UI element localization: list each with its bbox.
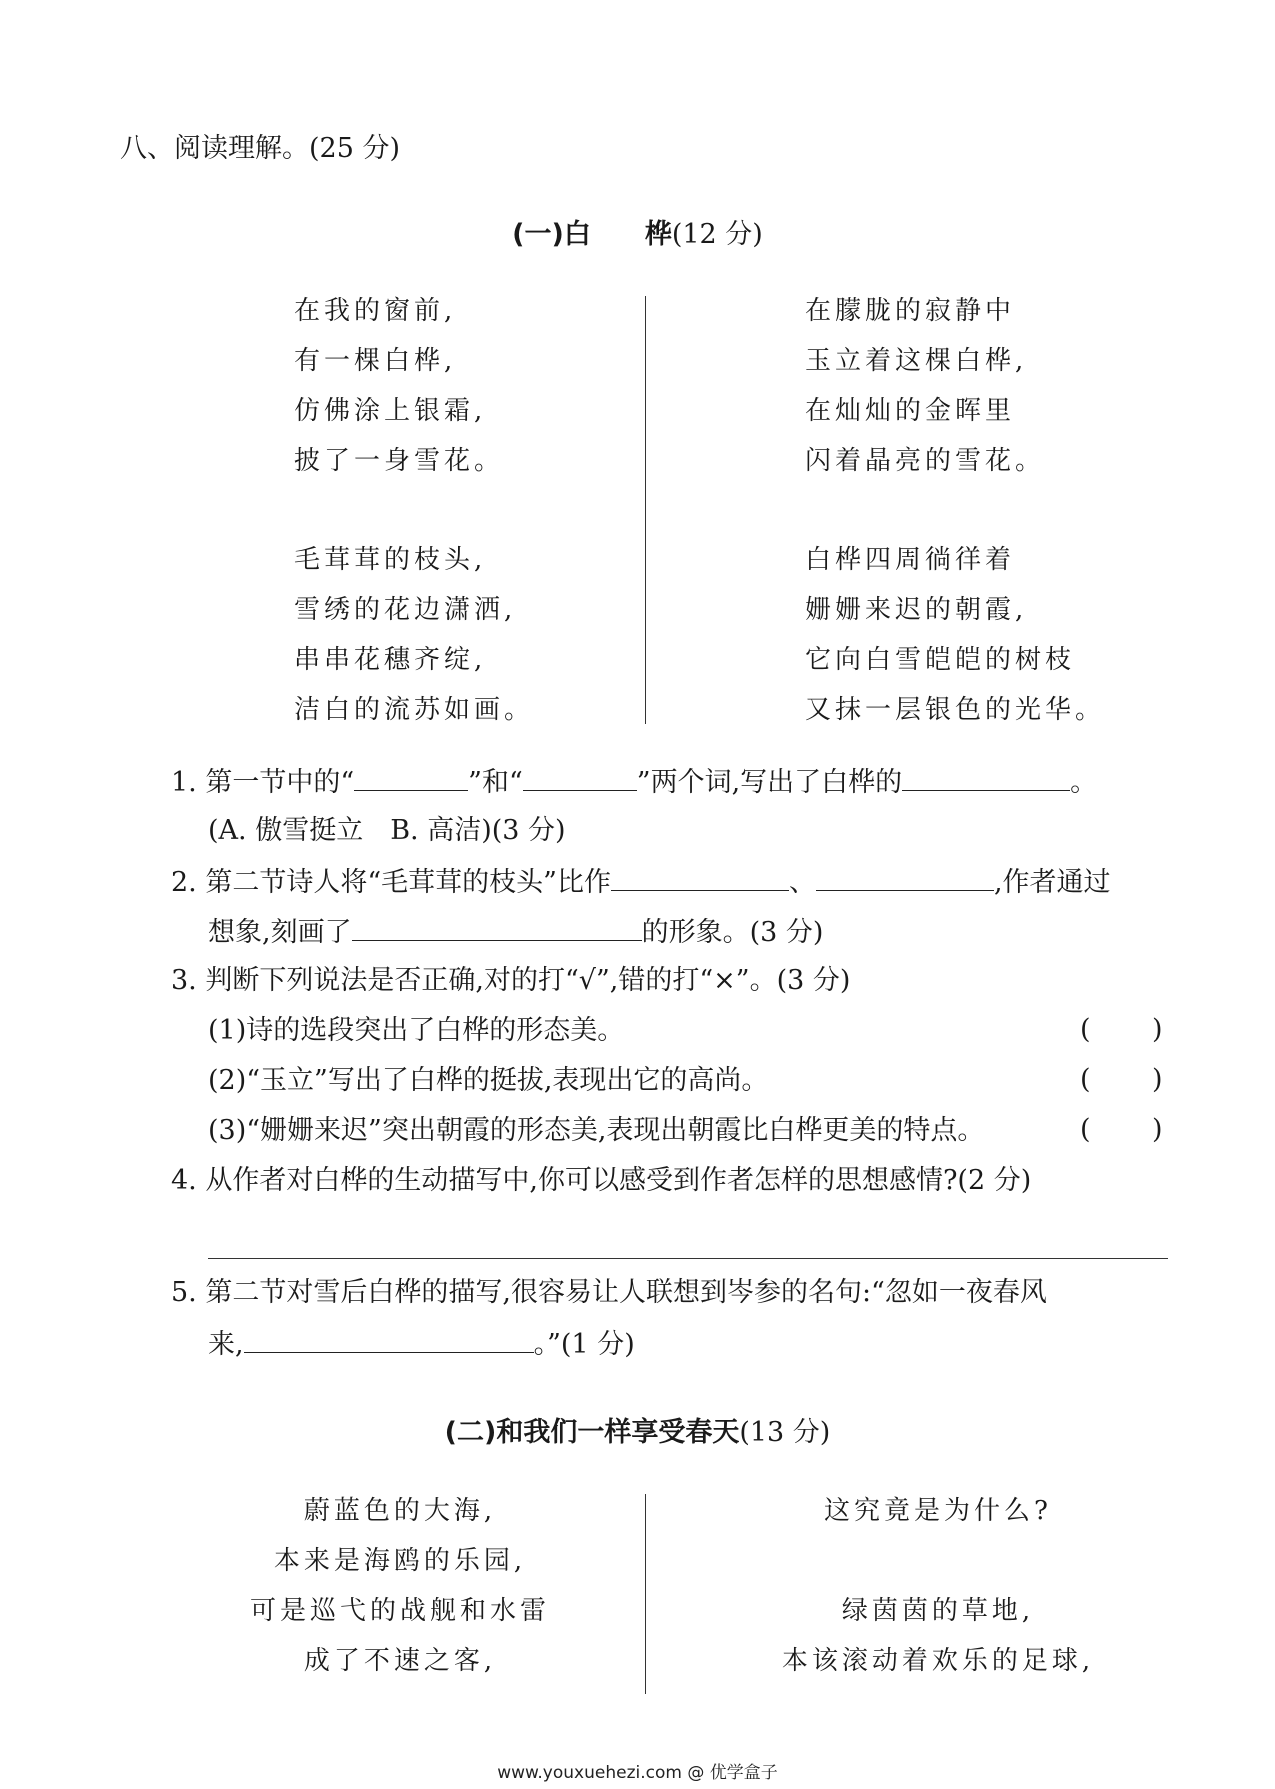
q2-text: 想象,刻画了 [208,917,352,948]
q1-blank-3[interactable] [902,766,1070,791]
q3-number: 3. [171,965,197,996]
question-4 [171,1166,1031,1196]
q3-item-2: (2)“玉立”写出了白桦的挺拔,表现出它的高尚。 [208,1065,769,1096]
q1-number: 1. [171,767,197,798]
part1-title-text: (一)白 桦 [512,219,672,250]
q3-answer-paren-open: ( [1080,1114,1091,1145]
q1-text: ”和“ [468,767,523,798]
poem2-right-line: 绿茵茵的草地, [841,1596,1035,1626]
poem2-divider [645,1494,646,1694]
part2-title-text: (二)和我们一样享受春天 [444,1417,740,1448]
q1-blank-2[interactable] [523,766,637,791]
q3-item-3: (3)“姗姗来迟”突出朝霞的形态美,表现出朝霞比白桦更美的特点。 [208,1115,985,1146]
q1-text: ”两个词,写出了白桦的 [636,767,903,798]
q3-answer-box-3[interactable] [1098,1116,1148,1146]
q3-text: 判断下列说法是否正确,对的打“√”,错的打“×”。(3 分) [205,965,851,996]
q3-answer-paren-open: ( [1080,1014,1091,1045]
q1-options: (A. 傲雪挺立 B. 高洁)(3 分) [208,815,566,846]
question-2 [171,866,1111,898]
part2-score: (13 分) [739,1417,831,1448]
poem2-left-line: 本来是海鸥的乐园, [273,1546,527,1576]
part1-score: (12 分) [671,219,763,250]
q5-text: 来, [208,1329,244,1360]
q4-answer-line[interactable] [208,1258,1168,1259]
question-5 [171,1278,1047,1308]
question-5-line-2 [208,1328,635,1360]
poem1-left-line: 串串花穗齐绽, [294,645,487,675]
q5-blank[interactable] [244,1328,534,1353]
q2-blank-1[interactable] [611,866,789,891]
q3-answer-box-2[interactable] [1098,1066,1148,1096]
poem1-left-line: 有一棵白桦, [294,346,457,376]
q1-blank-1[interactable] [354,766,468,791]
poem1-left-line: 雪绣的花边潇洒, [294,595,517,625]
poem2-right-line: 本该滚动着欢乐的足球, [781,1646,1095,1676]
poem1-left-line: 在我的窗前, [294,296,457,326]
poem1-right-line: 闪着晶亮的雪花。 [805,446,1046,476]
poem1-right-line: 它向白雪皑皑的树枝 [805,645,1076,675]
q2-text: 第二节诗人将“毛茸茸的枝头”比作 [205,867,611,898]
q3-answer-paren-close: ) [1152,1014,1163,1045]
q1-text: 第一节中的“ [205,767,355,798]
q3-answer-paren-close: ) [1152,1114,1163,1145]
poem2-left-line: 可是巡弋的战舰和水雷 [249,1596,550,1626]
poem2-right-line: 这究竟是为什么? [824,1496,1052,1526]
q2-blank-3[interactable] [352,916,642,941]
q2-text: 、 [788,867,816,898]
part1-title [0,212,1275,251]
poem1-right-line: 在朦胧的寂静中 [805,296,1016,326]
footer-watermark: www.youxuehezi.com @ 优学盒子 [497,1763,778,1783]
q2-text: ,作者通过 [993,867,1111,898]
q5-text: 第二节对雪后白桦的描写,很容易让人联想到岑参的名句:“忽如一夜春风 [205,1277,1047,1308]
q2-text: 的形象。(3 分) [641,917,824,948]
q1-text: 。 [1070,767,1098,798]
part2-title [0,1410,1275,1449]
q3-answer-paren-close: ) [1152,1064,1163,1095]
q5-text: 。”(1 分) [533,1329,635,1360]
section-title: 八、阅读理解。(25 分) [120,133,401,164]
poem1-right-line: 白桦四周徜徉着 [805,545,1016,575]
poem1-left-line: 洁白的流苏如画。 [294,695,535,725]
poem2-left-line: 蔚蓝色的大海, [303,1496,497,1526]
poem1-left-line: 仿佛涂上银霜, [294,396,487,426]
q5-number: 5. [171,1277,197,1308]
poem1-left-line: 毛茸茸的枝头, [294,545,487,575]
poem1-right-line: 姗姗来迟的朝霞, [805,595,1028,625]
poem1-right-line: 玉立着这棵白桦, [805,346,1028,376]
question-2-line-2 [208,916,823,948]
q2-blank-2[interactable] [816,866,994,891]
poem1-right-line: 在灿灿的金晖里 [805,396,1016,426]
q2-number: 2. [171,867,197,898]
poem1-right-line: 又抹一层银色的光华。 [805,695,1106,725]
q4-text: 从作者对白桦的生动描写中,你可以感受到作者怎样的思想感情?(2 分) [205,1165,1032,1196]
q3-answer-paren-open: ( [1080,1064,1091,1095]
poem1-left-line: 披了一身雪花。 [294,446,505,476]
q3-item-1: (1)诗的选段突出了白桦的形态美。 [208,1015,625,1046]
question-3 [171,966,850,996]
poem1-divider [645,296,646,724]
q3-answer-box-1[interactable] [1098,1016,1148,1046]
q4-number: 4. [171,1165,197,1196]
question-1 [171,766,1097,798]
poem2-left-line: 成了不速之客, [303,1646,497,1676]
